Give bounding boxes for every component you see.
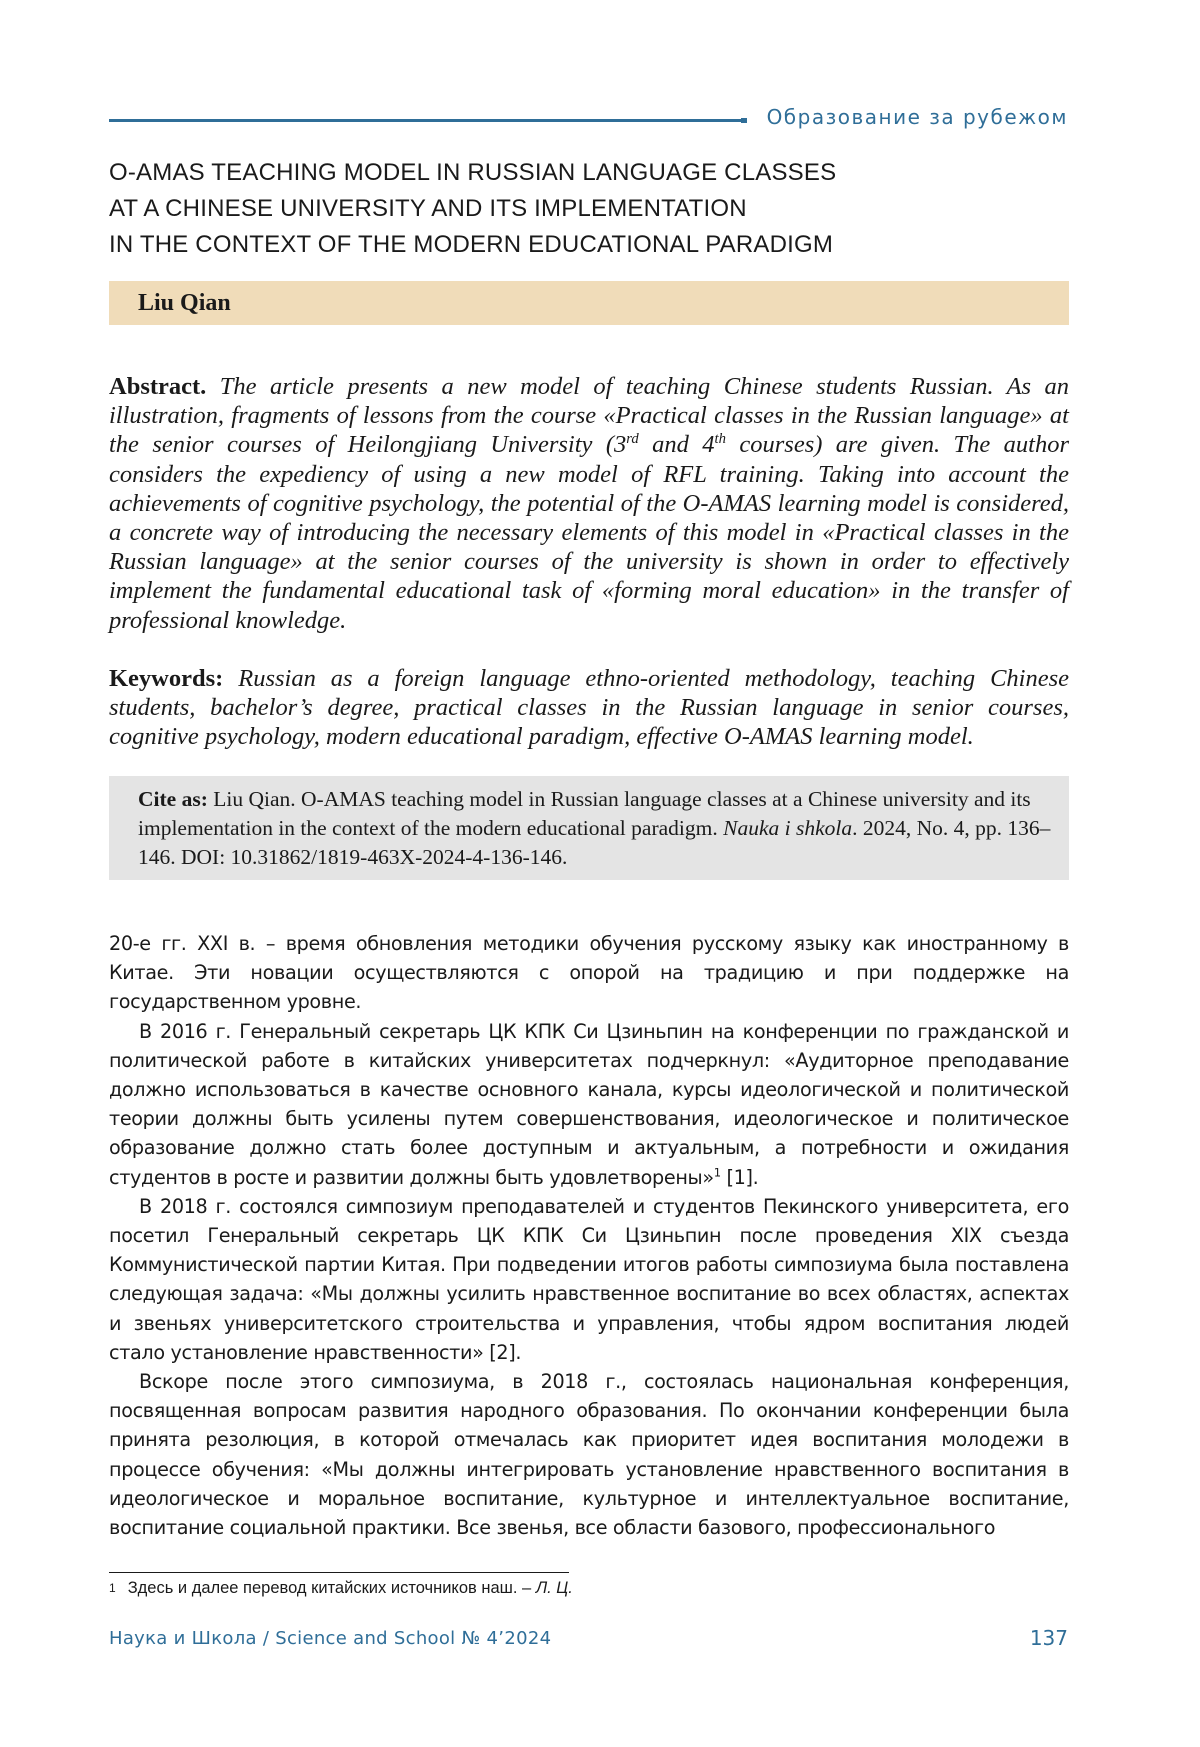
body-paragraph [109,1017,1069,1192]
page-number: 137 [1029,1626,1068,1650]
title-line: AT A CHINESE UNIVERSITY AND ITS IMPLEMENTATION [109,195,747,222]
abstract-sup: rd [626,431,639,448]
abstract-label: Abstract. [109,373,207,400]
abstract-text: and 4 [638,431,715,459]
footnote-text: Здесь и далее перевод китайских источников наш. – [127,1579,536,1597]
footnote-rule [109,1572,569,1573]
cite-journal: Nauka i shkola [723,816,853,840]
footnote [109,1577,1069,1599]
keywords [109,664,1069,752]
cite-text: Liu Qian. O-AMAS teaching model in Russian language classes at a Chinese university and its implementation in the context of the modern educational paradigm. [138,787,1031,840]
keywords-text: Russian as a foreign language ethno-oriented methodology, teaching Chinese students, bachelor’s degree, practical classes in the Russian language in senior courses, cognitive psychology, modern educational paradigm, effective O-AMAS learning model. [109,665,1069,751]
body-paragraph: Вскоре после этого симпозиума, в 2018 г., состоялась национальная конференция, посвященная вопросам развития народного образования. По окончании конференции была принята резолюция, в которой отмечалась как приоритет идея воспитания молодежи в процессе обучения: «Мы должны интегрировать установление нравственного воспитания в идеологическое и моральное воспитание, культурное и интеллектуальное воспитание, воспитание социальной практики. Все звенья, все области базового, профессионального [109,1370,1069,1540]
cite-label: Cite as: [138,787,208,811]
abstract [109,372,1069,635]
section-title: Образование за рубежом [766,105,1068,129]
article-body [109,929,1069,1542]
abstract-text: The article presents a new model of teaching Chinese students Russian. As an illustration, fragments of lessons from the course «Practical classes in the Russian language» at the senior courses of Heilongjiang University (3 [109,373,1070,459]
abstract-sup: th [714,431,726,448]
cite-box [109,776,1069,880]
title-line: IN THE CONTEXT OF THE MODERN EDUCATIONAL PARADIGM [109,231,834,258]
footnote-number: 1 [109,1581,116,1595]
citation [138,785,1053,872]
header-rule [109,119,741,122]
title-line: O-AMAS TEACHING MODEL IN RUSSIAN LANGUAGE CLASSES [109,159,837,186]
citation-ref: [1]. [720,1165,759,1189]
paragraph-text: В 2016 г. Генеральный секретарь ЦК КПК Си Цзиньпин на конференции по гражданской и политической работе в китайских университетах подчеркнул: «Аудиторное преподавание должно использоваться в качестве основного канала, курсы идеологической и политической теории должны быть усилены путем совершенствования, идеологическое и политическое образование должно стать более доступным и актуальным, а потребности и ожидания студентов в росте и развитии должны быть удовлетворены» [109,1019,1069,1189]
footer-journal: Наука и Школа / Science and School № 4’2024 [109,1628,552,1649]
body-paragraph: 20-е гг. XXI в. – время обновления методики обучения русскому языку как иностранному в Китае. Эти новации осуществляются с опорой на традицию и при поддержке на государственном уровне. [109,932,1069,1014]
footnote-ref[interactable]: 1 [713,1165,721,1180]
author-bar [109,281,1069,325]
article-title [109,155,1069,263]
author-name: Liu Qian [138,290,231,316]
abstract-text: courses) are given. The author considers the expediency of using a new model of RFL training. Taking into account the achievements of cognitive psychology, the potential of the O-AMAS learning model is considered, a concrete way of introducing the necessary elements of this model in «Practical classes in the Russian language» at the senior courses of the university is shown in order to effectively implement the fundamental educational task of «forming moral education» in the transfer of professional knowledge. [109,431,1069,634]
keywords-label: Keywords: [109,665,224,692]
body-paragraph: В 2018 г. состоялся симпозиум преподавателей и студентов Пекинского университета, его посетил Генеральный секретарь ЦК КПК Си Цзиньпин после проведения XIX съезда Коммунистической партии Китая. При подведении итогов работы симпозиума была поставлена следующая задача: «Мы должны усилить нравственное воспитание во всех областях, аспектах и звеньях университетского строительства и управления, чтобы ядром воспитания людей стало установление нравственности» [2]. [109,1194,1069,1364]
cite-text: . 2024, No. 4, pp. 136–146. DOI: 10.31862/1819-463X-2024-4-136-146. [138,816,1051,869]
footnote-author: Л. Ц. [535,1579,573,1597]
